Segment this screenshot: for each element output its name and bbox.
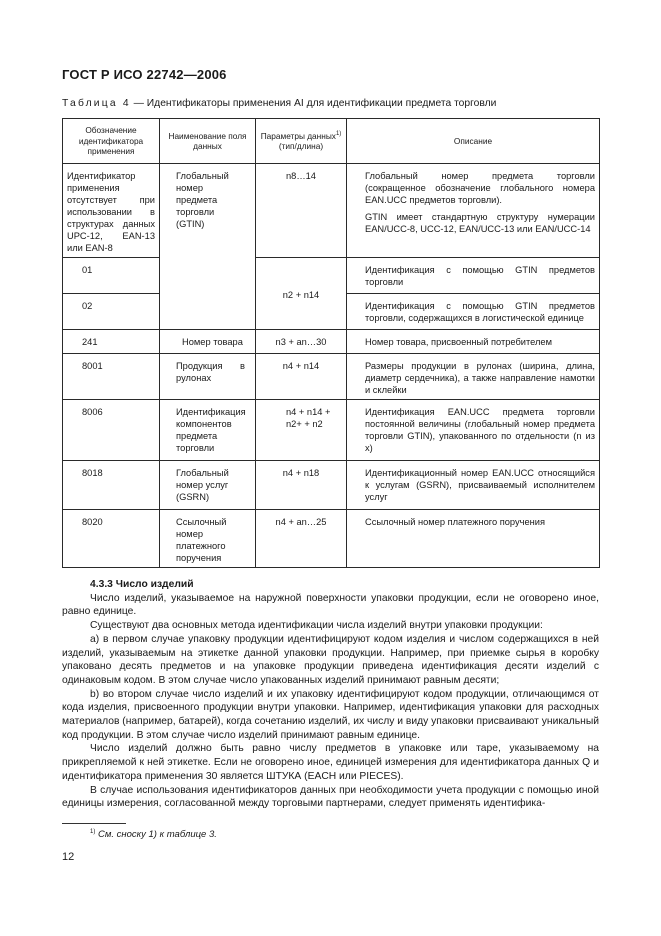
table-row xyxy=(63,354,600,400)
cell-code: 8020 xyxy=(63,510,160,568)
footnote-divider xyxy=(62,823,126,824)
cell-description xyxy=(347,400,600,461)
table-caption xyxy=(62,98,496,109)
cell-description xyxy=(347,354,600,400)
cell-format: n3 + an…30 xyxy=(256,330,347,354)
paragraph: В случае использования идентификаторов данных при необходимости учета продукции с помощью иной единицы измерения, согласованной между торговыми партнерами, следует применять идентифика- xyxy=(62,784,599,810)
cell-format: n4 + n14 + n2+ + n2 xyxy=(256,400,347,461)
table-row xyxy=(63,461,600,510)
table-header-row xyxy=(63,119,600,164)
cell-code: 8001 xyxy=(63,354,160,400)
paragraph: Существуют два основных метода идентификации числа изделий внутри упаковки продукции: xyxy=(90,620,543,632)
description-line: Глобальный номер предмета торговли (сокращенное обозначение глобального номера EAN.UCC предметов торговли). xyxy=(365,171,595,205)
cell-name: Ссылочный номер платежного поручения xyxy=(160,510,256,568)
cell-code: 241 xyxy=(63,330,160,354)
cell-description xyxy=(347,294,600,330)
description-line: Ссылочный номер платежного поручения xyxy=(365,517,545,527)
paragraph: b) во втором случае число изделий и их упаковку идентифицируют кодом продукции, отличающимся от кода изделия, присвоенного продукции внутри упаковки. Например, идентификация упаковки для расходных материалов (например, батарей), когда сочетанию изделий, их числу и виду упаковки присваивают уникальный код продукции. В этом случае число изделий принимают равным единице. xyxy=(62,688,599,741)
table-row xyxy=(63,258,600,294)
column-header-name: Наименование поля данных xyxy=(160,119,256,164)
cell-code: Идентификатор применения отсутствует при использовании в структурах данных UPC-12, EAN-13 или EAN-8 xyxy=(63,164,160,258)
footnote-mark: 1) xyxy=(90,829,96,835)
cell-code: 01 xyxy=(63,258,160,294)
description-line: Идентификационный номер EAN.UCC относящийся к услугам (GSRN), присваиваемый исполнителем услуг xyxy=(365,468,595,502)
paragraph: Число изделий должно быть равно числу предметов в упаковке или таре, указываемому на прикрепляемой к ней этикетке. Если не оговорено иное, единицей измерения для идентификатора данных Q и идентификатора применения 30 является ШТУКА (EACH или PIECES). xyxy=(62,743,599,782)
table-row xyxy=(63,400,600,461)
footnote xyxy=(90,829,217,840)
column-header-format-text: Параметры данных xyxy=(260,130,336,141)
cell-name: Глобальный номер услуг (GSRN) xyxy=(160,461,256,510)
description-line: GTIN имеет стандартную структуру нумерации EAN/UCC-8, UCC-12, EAN/UCC-13 или EAN/UCC-14 xyxy=(365,212,595,234)
column-header-format xyxy=(256,119,347,164)
identifiers-table xyxy=(62,118,600,568)
description-line: Идентификация EAN.UCC предмета торговли постоянной величины (глобальный номер предмета торговли GTIN), упакованного по отдельности (n из x) xyxy=(365,407,595,453)
description-line: Идентификация с помощью GTIN предметов торговли xyxy=(365,265,595,287)
cell-description xyxy=(347,330,600,354)
description-line: Идентификация с помощью GTIN предметов торговли, содержащихся в логистической единице xyxy=(365,301,595,323)
description-line: Номер товара, присвоенный потребителем xyxy=(365,337,552,347)
section-body xyxy=(62,578,599,811)
cell-format: n2 + n14 xyxy=(256,258,347,330)
table-row xyxy=(63,510,600,568)
paragraph: a) в первом случае упаковку продукции идентифицируют кодом изделия и числом содержащихся в ней изделий, указываемым на этикетке данной упаковки продукции. Например, при приемке сырья в коробку упаковано десять предметов и на упаковке продукции приведена идентификация десяти изделий с одинаковым кодом. В этом случае число упакованных изделий принимают равным десяти; xyxy=(62,633,599,686)
cell-name: Глобальный номер предмета торговли (GTIN) xyxy=(160,164,256,330)
cell-name: Идентификация компонентов предмета торговли xyxy=(160,400,256,461)
paragraph: Число изделий, указываемое на наружной поверхности упаковки продукции, если не оговорено иное, равно единице. xyxy=(62,592,599,618)
column-header-format-tail: (тип/длина) xyxy=(278,141,324,151)
cell-code: 8006 xyxy=(63,400,160,461)
cell-format: n4 + n18 xyxy=(256,461,347,510)
column-header-description: Описание xyxy=(347,119,600,164)
table-caption-title: — Идентификаторы применения AI для идентификации предмета торговли xyxy=(130,98,497,109)
cell-description xyxy=(347,258,600,294)
cell-code: 02 xyxy=(63,294,160,330)
cell-format: n4 + an…25 xyxy=(256,510,347,568)
table-row xyxy=(63,164,600,258)
footnote-text: См. сноску 1) к таблице 3. xyxy=(95,829,217,841)
cell-description xyxy=(347,510,600,568)
table-caption-number: Таблица 4 xyxy=(62,98,131,109)
cell-description xyxy=(347,461,600,510)
column-header-format-sup: 1) xyxy=(335,130,342,137)
cell-name: Продукция в рулонах xyxy=(160,354,256,400)
document-header: ГОСТ Р ИСО 22742—2006 xyxy=(62,67,227,82)
cell-description xyxy=(347,164,600,258)
cell-name: Номер товара xyxy=(160,330,256,354)
table-row xyxy=(63,330,600,354)
cell-format: n4 + n14 xyxy=(256,354,347,400)
cell-code: 8018 xyxy=(63,461,160,510)
cell-format: n8…14 xyxy=(256,164,347,258)
description-line: Размеры продукции в рулонах (ширина, длина, диаметр сердечника), а также направление намотки и склейки xyxy=(365,361,595,395)
page-number: 12 xyxy=(62,851,75,863)
section-heading: 4.3.3 Число изделий xyxy=(90,579,194,590)
column-header-code: Обозначение идентификатора применения xyxy=(63,119,160,164)
